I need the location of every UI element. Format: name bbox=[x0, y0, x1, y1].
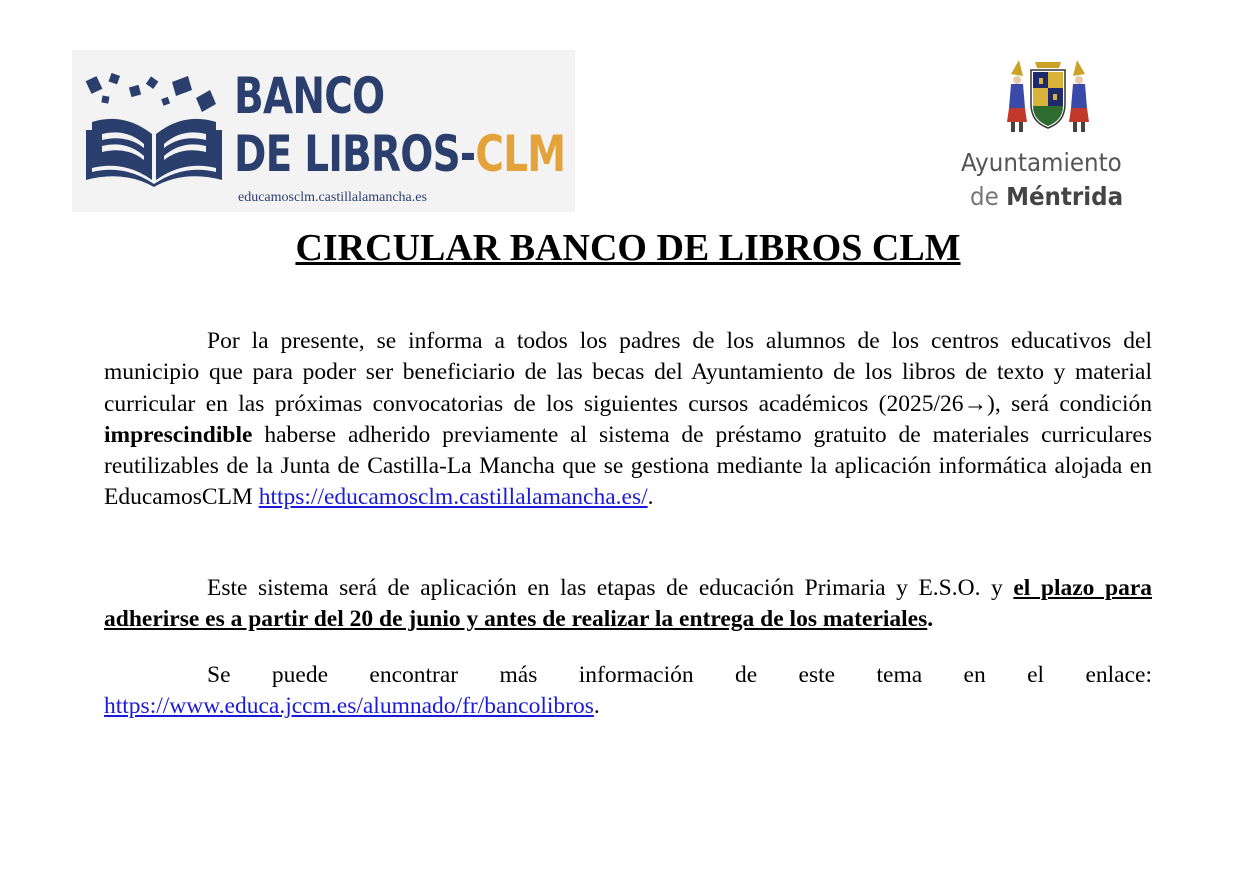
bancolibros-link[interactable]: https://www.educa.jccm.es/alumnado/fr/bancolibros bbox=[104, 693, 594, 720]
ayuntamiento-logo bbox=[955, 52, 1155, 212]
paragraph-2-end: . bbox=[927, 606, 934, 633]
paragraph-1-text-a: Por la presente, se informa a todos los padres de los alumnos de los centros educativos del municipio que para poder ser beneficiario de las becas del Ayuntamiento de los libros de texto y material curricular en las próximas convocatorias de los siguientes cursos académicos (2025/26→), será condición bbox=[104, 328, 1152, 417]
logo-line-de-libros bbox=[234, 125, 566, 183]
paragraph-1-text-b: haberse adherido previamente al sistema de préstamo gratuito de materiales curriculares reutilizables de la Junta de Castilla-La Mancha que se gestiona mediante la aplicación informática alojada en EducamosCLM bbox=[104, 421, 1152, 511]
coat-of-arms-icon bbox=[1005, 56, 1091, 134]
paragraph-3-end: . bbox=[593, 693, 600, 720]
open-book-icon bbox=[84, 72, 224, 187]
ayuntamiento-label: Ayuntamiento bbox=[961, 148, 1122, 177]
paragraph-1-emphasis: imprescindible bbox=[104, 421, 253, 448]
municipality-prefix: de bbox=[970, 182, 1007, 211]
deadline-notice: el plazo para adherirse es a partir del 20 de junio y antes de realizar la entrega de los materiales bbox=[104, 575, 1153, 633]
paragraph-1-end: . bbox=[647, 484, 654, 511]
educamosclm-link[interactable]: https://educamosclm.castillalamancha.es/ bbox=[258, 484, 648, 511]
logo-accent-clm: CLM bbox=[475, 125, 566, 183]
municipality-label bbox=[970, 182, 1123, 211]
municipality-name: Méntrida bbox=[1006, 182, 1124, 211]
paragraph-1 bbox=[104, 326, 1152, 514]
paragraph-3-text-a: Se puede encontrar más información de este tema en el enlace: bbox=[207, 662, 1152, 688]
paragraph-2-text-a: Este sistema será de aplicación en las etapas de educación Primaria y E.S.O. y bbox=[207, 575, 1014, 601]
paragraph-3 bbox=[104, 660, 1152, 723]
logo-line-banco: BANCO bbox=[234, 67, 385, 125]
logo-line-de-libros-main: DE LIBROS- bbox=[234, 125, 476, 183]
document-title: CIRCULAR BANCO DE LIBROS CLM bbox=[295, 227, 961, 269]
paragraph-2 bbox=[104, 573, 1152, 636]
banco-de-libros-logo bbox=[72, 50, 575, 212]
logo-url: educamosclm.castillalamancha.es bbox=[238, 190, 427, 205]
